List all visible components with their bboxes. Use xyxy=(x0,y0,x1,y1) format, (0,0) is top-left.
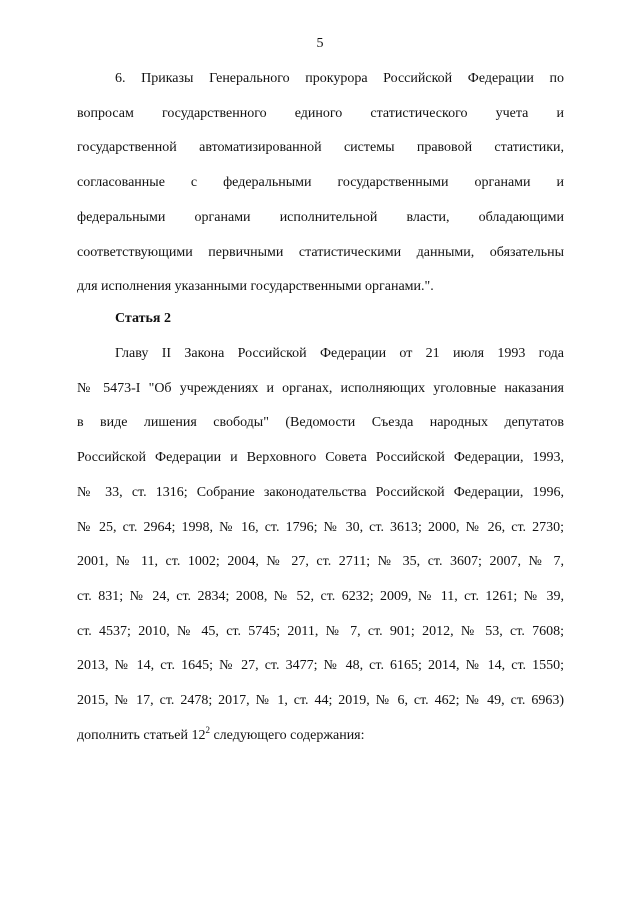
text-line: Главу II Закона Российской Федерации от 21 июля 1993 года xyxy=(115,346,564,361)
final-text-start: дополнить статьей 12 xyxy=(77,727,206,743)
text-line: ст. 831; № 24, ст. 2834; 2008, № 52, ст. 6232; 2009, № 11, ст. 1261; № 39, xyxy=(77,588,564,604)
article-2-body xyxy=(77,337,564,753)
text-line: 2013, № 14, ст. 1645; № 27, ст. 3477; № 48, ст. 6165; 2014, № 14, ст. 1550; xyxy=(77,658,564,674)
text-line: № 25, ст. 2964; 1998, № 16, ст. 1796; № 30, ст. 3613; 2000, № 26, ст. 2730; xyxy=(77,519,564,535)
text-line: в виде лишения свободы" (Ведомости Съезда народных депутатов xyxy=(77,415,564,431)
text-line: 6. Приказы Генерального прокурора Российской Федерации по xyxy=(115,71,564,86)
text-line: ст. 4537; 2010, № 45, ст. 5745; 2011, № 7, ст. 901; 2012, № 53, ст. 7608; xyxy=(77,623,564,639)
text-line: 2001, № 11, ст. 1002; 2004, № 27, ст. 2711; № 35, ст. 3607; 2007, № 7, xyxy=(77,554,564,570)
text-line: государственной автоматизированной системы правовой статистики, xyxy=(77,140,564,156)
paragraph-6 xyxy=(77,62,564,305)
text-line: соответствующими первичными статистическими данными, обязательны xyxy=(77,244,564,260)
article-heading: Статья 2 xyxy=(115,311,171,326)
text-line: № 33, ст. 1316; Собрание законодательства Российской Федерации, 1996, xyxy=(77,484,564,500)
text-line: вопросам государственного единого статистического учета и xyxy=(77,105,564,121)
text-line: согласованные с федеральными государственными органами и xyxy=(77,175,564,191)
final-text-end: следующего содержания: xyxy=(209,727,365,743)
text-line: федеральными органами исполнительной власти, обладающими xyxy=(77,209,564,225)
text-line: 2015, № 17, ст. 2478; 2017, № 1, ст. 44; 2019, № 6, ст. 462; № 49, ст. 6963) xyxy=(77,693,564,709)
text-line-final xyxy=(77,719,564,754)
superscript-2: 2 xyxy=(205,724,210,735)
text-line: Российской Федерации и Верховного Совета Российской Федерации, 1993, xyxy=(77,450,564,466)
text-line: № 5473-I "Об учреждениях и органах, исполняющих уголовные наказания xyxy=(77,380,564,396)
page-number: 5 xyxy=(316,36,324,51)
text-line: для исполнения указанными государственными органами.". xyxy=(77,279,434,295)
